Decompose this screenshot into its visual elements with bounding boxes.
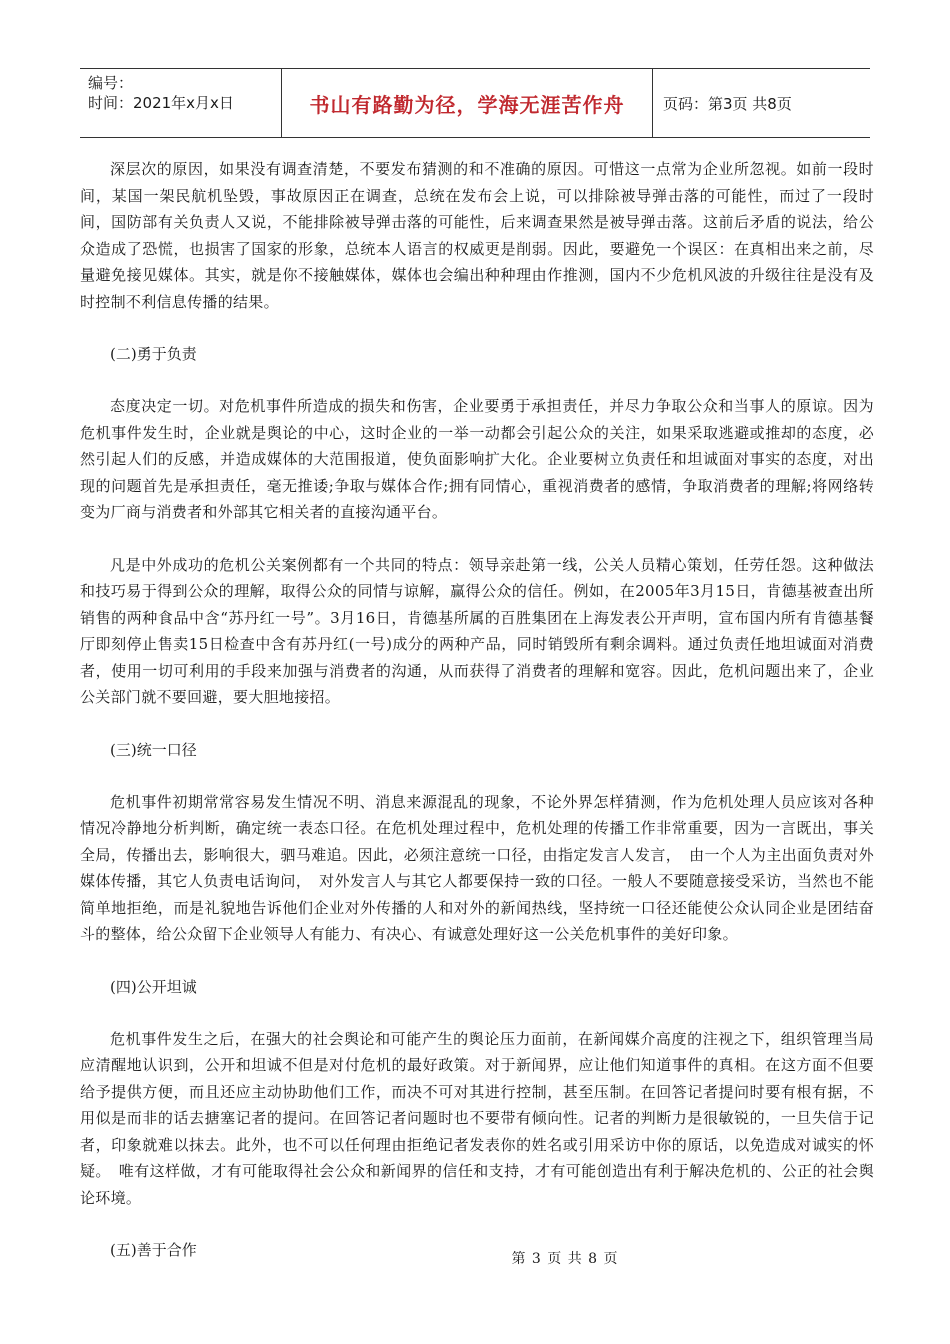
paragraph: 凡是中外成功的危机公关案例都有一个共同的特点：领导亲赴第一线，公关人员精心策划，任劳任怨。这种做法和技巧易于得到公众的理解，取得公众的同情与谅解，赢得公众的信任。例如，在2005年3月15日，肯德基被查出所销售的两种食品中含“苏丹红一号”。3月16日，肯德基所属的百胜集团在上海发表公开声明，宣布国内所有肯德基餐厅即刻停止售卖15日检查中含有苏丹红(一号)成分的两种产品，同时销毁所有剩余调料。通过负责任地坦诚面对消费者，使用一切可利用的手段来加强与消费者的沟通，从而获得了消费者的理解和宽容。因此，危机问题出来了，企业公关部门就不要回避，要大胆地接招。	[80, 555, 874, 706]
paragraph: 深层次的原因，如果没有调查清楚，不要发布猜测的和不准确的原因。可惜这一点常为企业所忽视。如前一段时间，某国一架民航机坠毁，事故原因正在调查，总统在发布会上说，可以排除被导弹击落的可能性，而过了一段时间，国防部有关负责人又说，不能排除被导弹击落的可能性，后来调查果然是被导弹击落。这前后矛盾的说法，给公众造成了恐慌，也损害了国家的形象，总统本人语言的权威更是削弱。因此，要避免一个误区：在真相出来之前，尽量避免接见媒体。其实，就是你不接触媒体，媒体也会编出种种理由作推测，国内不少危机风波的升级往往是没有及时控制不利信息传播的结果。	[80, 160, 874, 311]
section-heading: (三)统一口径	[110, 740, 197, 759]
section-heading: (四)公开坦诚	[110, 977, 197, 996]
section-heading: (五)善于合作	[110, 1241, 197, 1259]
document-body	[80, 156, 874, 1289]
paragraph: 态度决定一切。对危机事件所造成的损失和伤害，企业要勇于承担责任，并尽力争取公众和当事人的原谅。因为危机事件发生时，企业就是舆论的中心，这时企业的一举一动都会引起公众的关注，如果采取逃避或推却的态度，必然引起人们的反感，并造成媒体的大范围报道，使负面影响扩大化。企业要树立负责任和坦诚面对事实的态度，对出现的问题首先是承担责任，毫无推诿;争取与媒体合作;拥有同情心，重视消费者的感情，争取消费者的理解;将网络转变为厂商与消费者和外部其它相关者的直接沟通平台。	[80, 397, 874, 521]
section-heading: (二)勇于负责	[110, 345, 197, 363]
paragraph: 危机事件初期常常容易发生情况不明、消息来源混乱的现象，不论外界怎样猜测，作为危机处理人员应该对各种情况冷静地分析判断，确定统一表态口径。在危机处理过程中，危机处理的传播工作非常重要，因为一言既出，事关全局，传播出去，影响很大，驷马难追。因此，必须注意统一口径，由指定发言人发言， 由一个人为主出面负责对外媒体传播，其它人负责电话询问， 对外发言人与其它人都要保持一致的口径。一般人不要随意接受采访，当然也不能简单地拒绝，而是礼貌地告诉他们企业对外传播的人和对外的新闻热线，坚持统一口径还能使公众认同企业是团结奋斗的整体，给公众留下企业领导人有能力、有决心、有诚意处理好这一公关危机事件的美好印象。	[80, 792, 874, 943]
header-motto: 书山有路勤为径，学海无涯苦作舟	[282, 69, 653, 137]
page-footer: 第 3 页 共 8 页	[511, 1251, 619, 1267]
header-page-number: 页码：第3页 共8页	[663, 94, 792, 113]
paragraph: 危机事件发生之后，在强大的社会舆论和可能产生的舆论压力面前，在新闻媒介高度的注视之下，组织管理当局应清醒地认识到，公开和坦诚不但是对付危机的最好政策。对于新闻界，应让他们知道事件的真相。在这方面不但要给予提供方便，而且还应主动协助他们工作，而决不可对其进行控制，甚至压制。在回答记者提问时要有根有据，不用似是而非的话去搪塞记者的提问。在回答记者问题时也不要带有倾向性。记者的判断力是很敏锐的，一旦失信于记者，印象就难以抹去。此外，也不可以任何理由拒绝记者发表你的姓名或引用采访中你的原话，以免造成对诚实的怀疑。 唯有这样做，才有可能取得社会公众和新闻界的信任和支持，才有可能创造出有利于解决危机的、公正的社会舆论环境。	[80, 1029, 874, 1207]
page-header	[80, 68, 870, 138]
document-number-label: 编号：	[88, 74, 134, 92]
document-time-label: 时间：2021年x月x日	[88, 94, 234, 112]
header-meta	[80, 69, 282, 137]
